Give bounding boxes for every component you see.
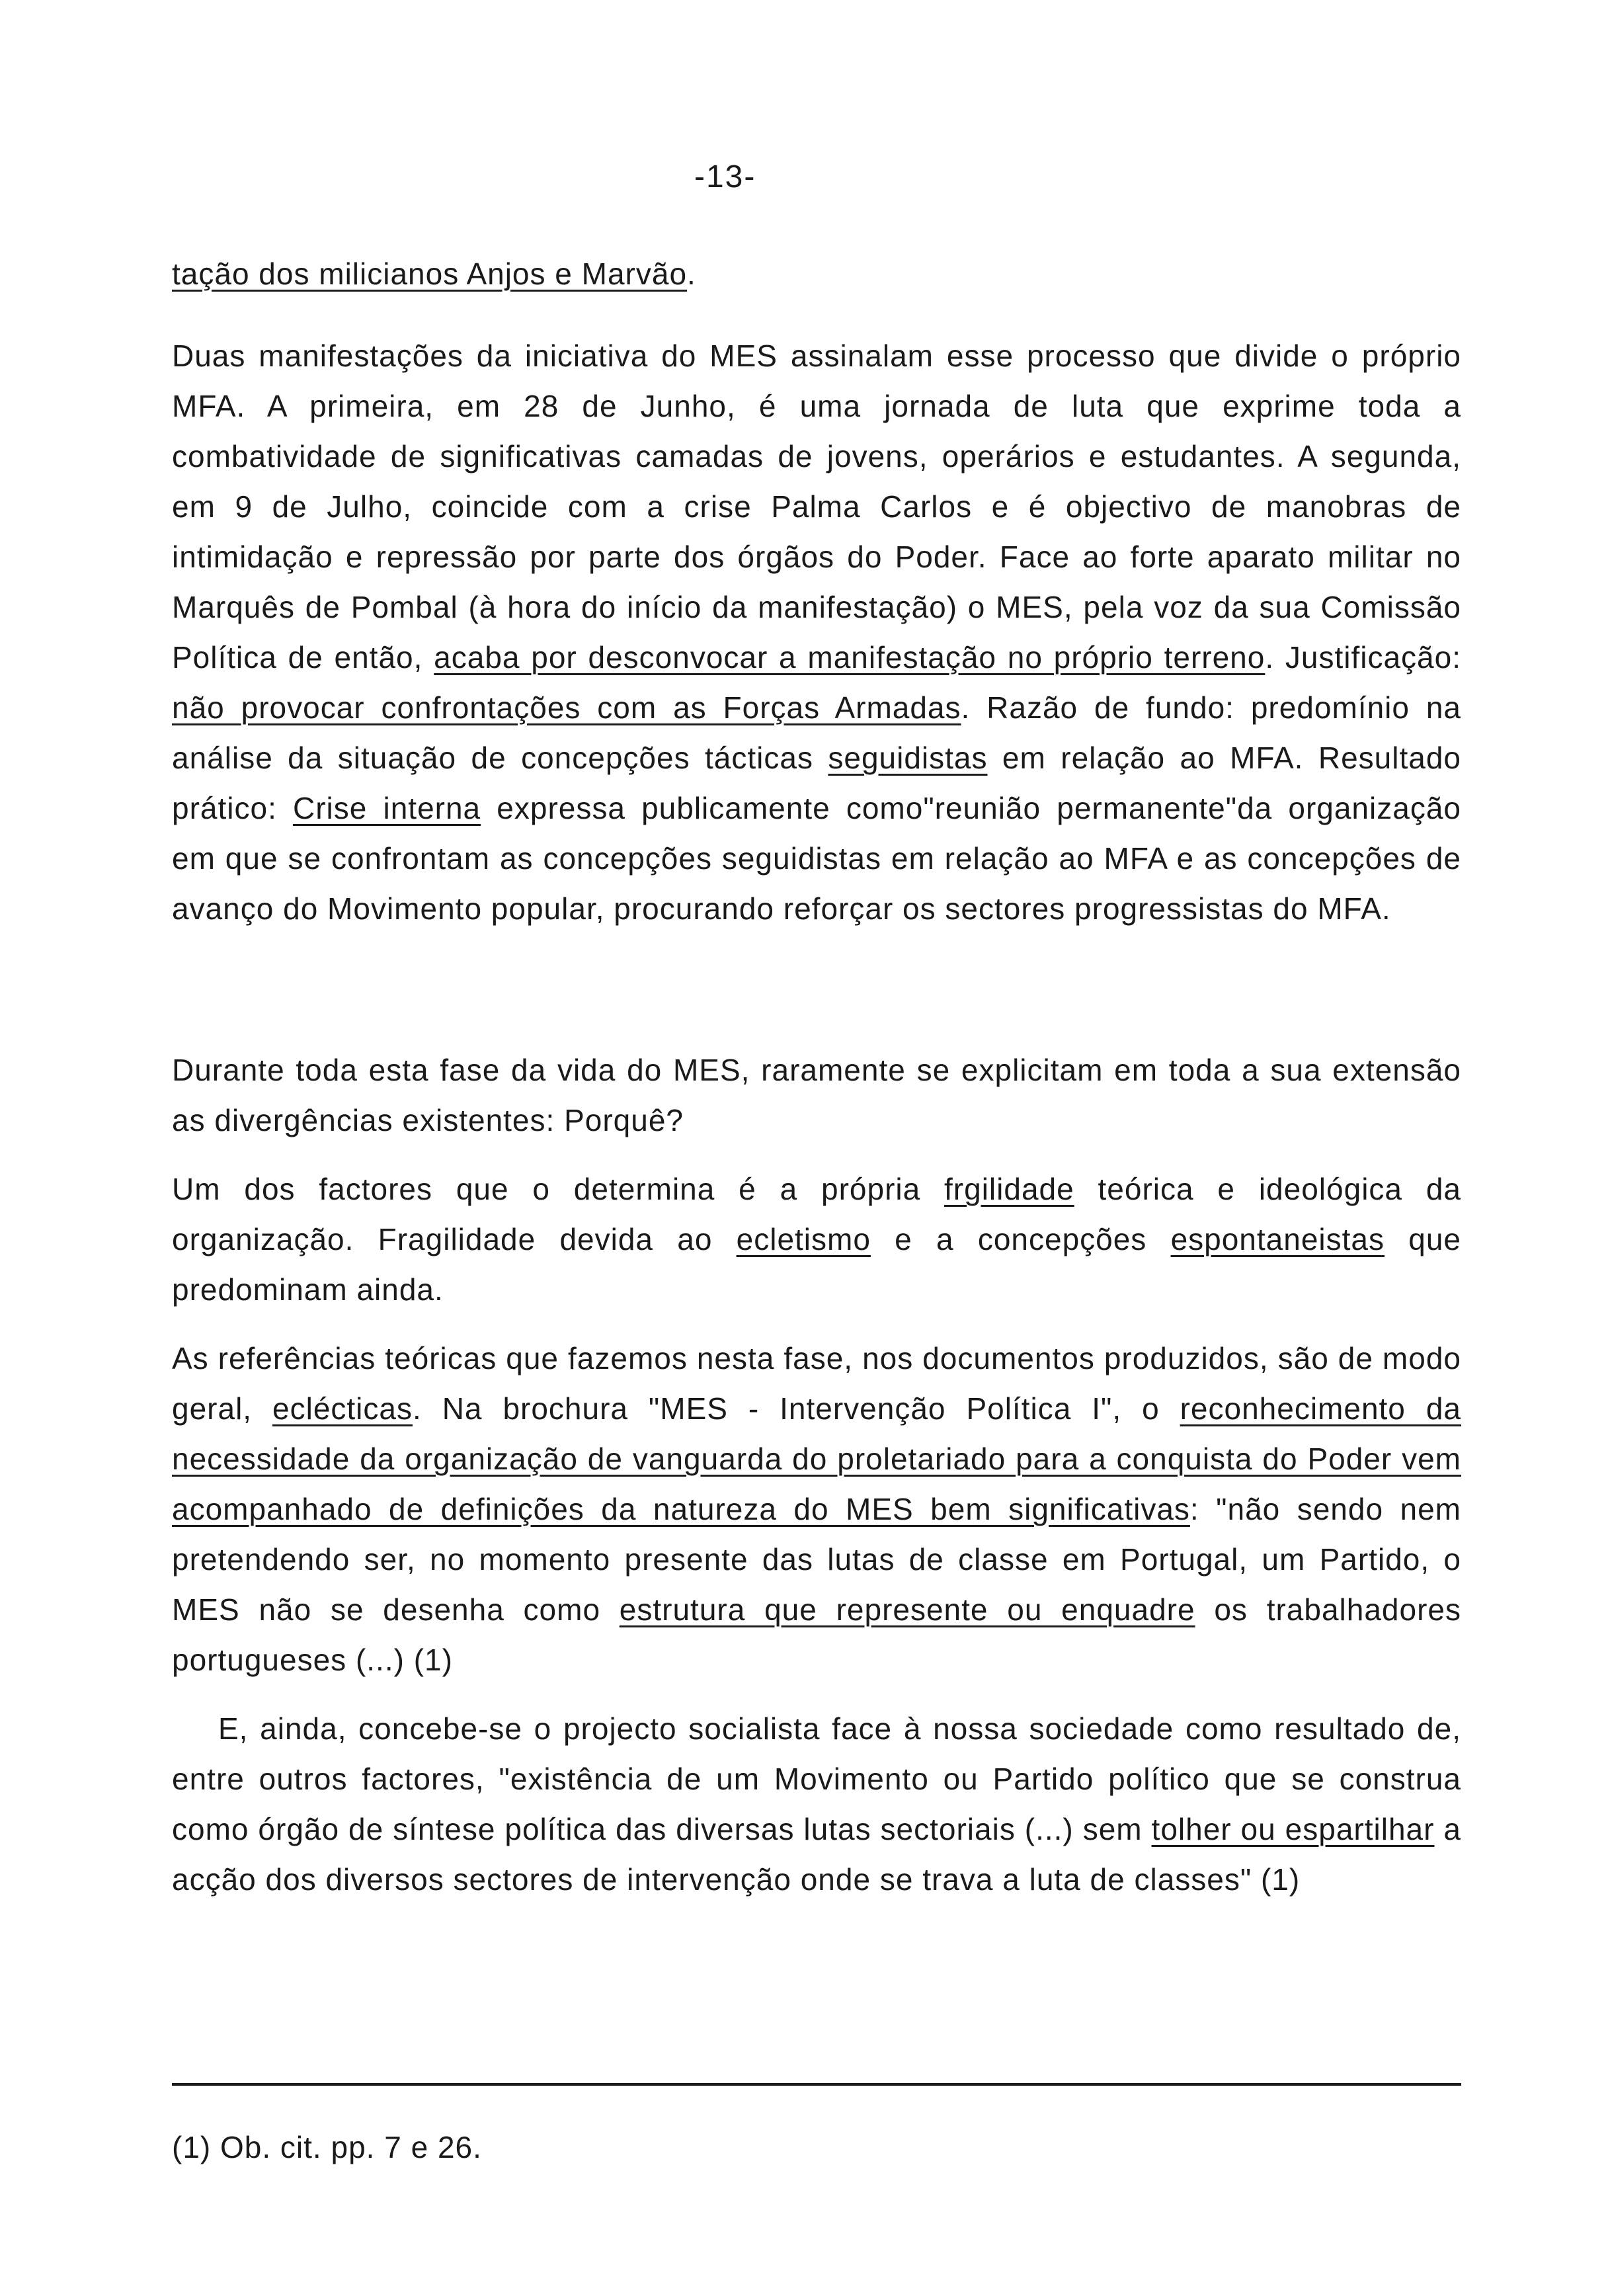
underlined-text: tolher ou espartilhar [1151,1812,1435,1846]
paragraph-text: . Razão de fundo: predomínio na análise da situação de concepções tácticas [172,690,1461,775]
paragraph-manifestations [172,331,1461,934]
paragraph-divergences [172,1045,1461,1145]
underlined-text: reconhecimento da necessidade da organização de vanguarda do proletariado para a conquista do Poder vem acompanhado de definições da natureza do MES bem significativas [172,1391,1461,1526]
footnote: (1) Ob. cit. pp. 7 e 26. [172,2130,482,2164]
underlined-text: não provocar confrontações com as Forças Armadas [172,690,961,725]
paragraph-text: Um dos factores que o determina é a própria [172,1172,945,1206]
paragraph-text: : "não sendo nem pretendendo ser, no momento presente das lutas de classe em Portugal, um Partido, o MES não se desenha como [172,1492,1461,1627]
paragraph-text: expressa publicamente como"reunião permanente"da organização em que se confrontam as concepções seguidistas em relação ao MFA e as concepções de avanço do Movimento popular, procurando reforçar os sectores progressistas do MFA. [172,791,1461,926]
underlined-text: seguidistas [828,741,988,775]
paragraph-continuation [172,249,1461,299]
underlined-text: ecletismo [736,1222,871,1256]
page-number: -13- [694,159,756,194]
paragraph-theoretical-references [172,1333,1461,1685]
paragraph-fragility [172,1164,1461,1315]
paragraph-text: teórica e ideológica da organização. Fragilidade devida ao [172,1172,1461,1256]
paragraph-text: em relação ao MFA. Resultado prático: [172,741,1461,825]
paragraph-text: . Justificação: [1265,640,1461,675]
paragraph-text: As referências teóricas que fazemos nesta fase, nos documentos produzidos, são de modo geral, [172,1341,1461,1426]
underlined-text: frgilidade [944,1172,1074,1206]
paragraph-text: E, ainda, concebe-se o projecto socialista face à nossa sociedade como resultado de, entre outros factores, "existência de um Movimento ou Partido político que se construa como órgão de síntese política das diversas lutas sectoriais (...) sem [172,1711,1461,1846]
footnote-divider [172,2083,1461,2086]
paragraph-text: Durante toda esta fase da vida do MES, raramente se explicitam em toda a sua extensão as divergências existentes: Porquê? [172,1053,1461,1137]
paragraph-text: os trabalhadores portugueses (...) (1) [172,1592,1461,1677]
paragraph-text: a acção dos diversos sectores de intervenção onde se trava a luta de classes" (1) [172,1812,1461,1897]
paragraph-text: Duas manifestações da iniciativa do MES assinalam esse processo que divide o próprio MFA. A primeira, em 28 de Junho, é uma jornada de luta que exprime toda a combatividade de significativas camadas de jovens, operários e estudantes. A segunda, em 9 de Julho, coincide com a crise Palma Carlos e é objectivo de manobras de intimidação e repressão por parte dos órgãos do Poder. Face ao forte aparato militar no Marquês de Pombal (à hora do início da manifestação) o MES, pela voz da sua Comissão Política de então, [172,339,1461,675]
paragraph-text: que predominam ainda. [172,1222,1462,1307]
underlined-text: tação dos milicianos Anjos e Marvão [172,257,688,291]
underlined-text: acaba por desconvocar a manifestação no próprio terreno [434,640,1266,675]
paragraph-socialist-project [172,1703,1461,1905]
paragraph-text: . Na brochura "MES - Intervenção Política I", o [412,1391,1180,1426]
paragraph-text: . [687,257,696,291]
underlined-text: espontaneistas [1170,1222,1385,1256]
underlined-text: Crise interna [293,791,481,825]
underlined-text: eclécticas [272,1391,413,1426]
paragraph-text: e a concepções [870,1222,1171,1256]
underlined-text: estrutura que represente ou enquadre [619,1592,1195,1627]
